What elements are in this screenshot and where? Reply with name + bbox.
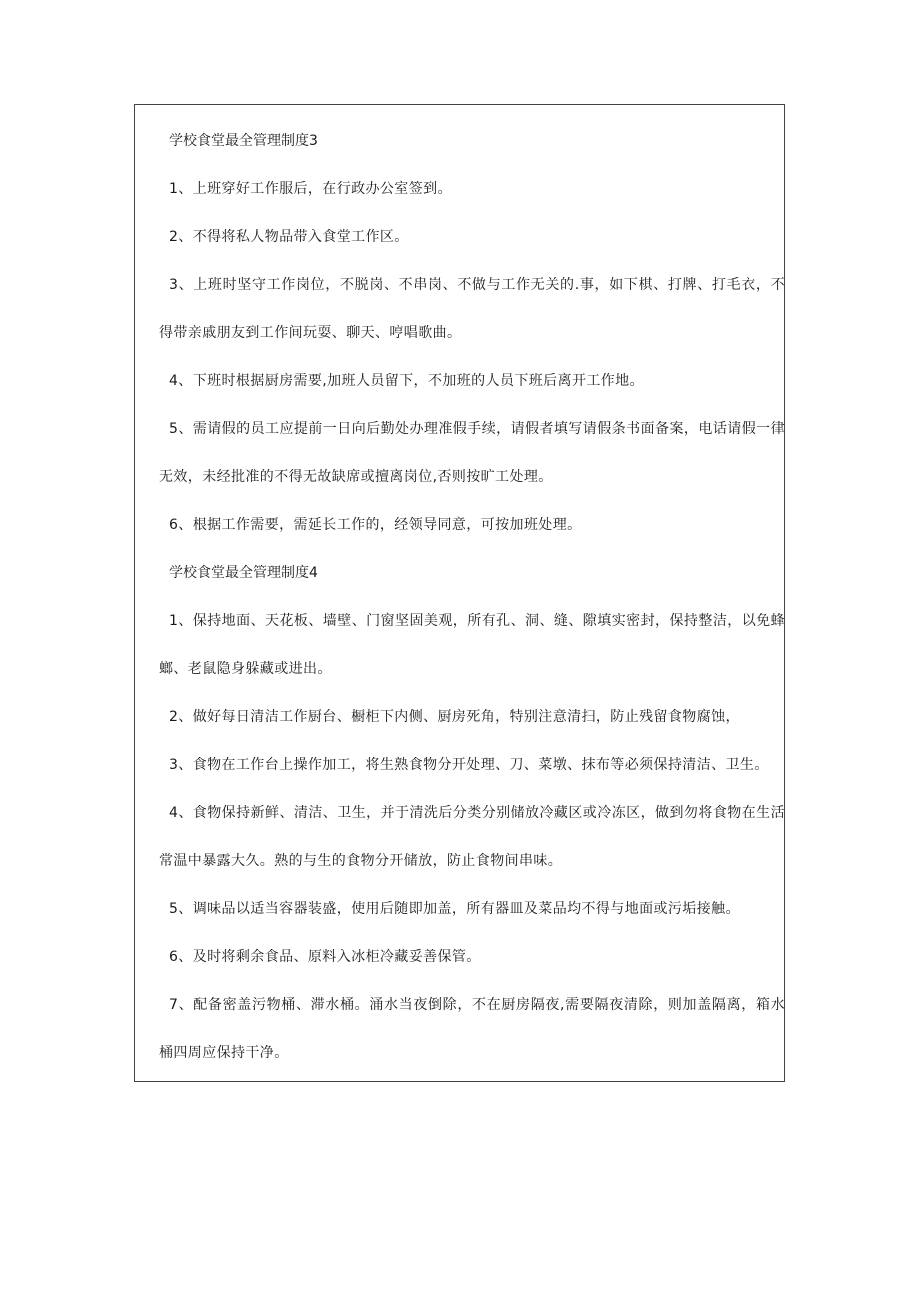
rule-3-4: 4、下班时根据厨房需要,加班人员留下，不加班的人员下班后离开工作地。 xyxy=(169,373,644,389)
rule-4-7: 7、配备密盖污物桶、滞水桶。涌水当夜倒除，不在厨房隔夜,需要隔夜清除，则加盖隔离，箱水桶四周应保持干净。 xyxy=(159,997,785,1061)
rule-3-5: 5、需请假的员工应提前一日向后勤处办理准假手续，请假者填写请假条书面备案，电话请假一律无效，未经批准的不得无故缺席或擅离岗位,否则按旷工处理。 xyxy=(159,421,785,485)
rule-3-6: 6、根据工作需要，需延长工作的，经领导同意，可按加班处理。 xyxy=(169,517,582,533)
section-title-3: 学校食堂最全管理制度3 xyxy=(169,133,318,149)
section-title-4: 学校食堂最全管理制度4 xyxy=(169,565,318,581)
rule-3-2: 2、不得将私人物品带入食堂工作区。 xyxy=(169,229,409,245)
rule-4-2: 2、做好每日清洁工作厨台、橱柜下内侧、厨房死角，特别注意清扫，防止残留食物腐蚀， xyxy=(169,709,740,725)
document-frame xyxy=(134,104,785,1082)
document-content xyxy=(159,129,785,1089)
rule-4-1: 1、保持地面、天花板、墙壁、门窗坚固美观，所有孔、洞、缝、隙填实密封，保持整洁，以免蜂螂、老鼠隐身躲藏或进出。 xyxy=(159,613,785,677)
rule-3-3: 3、上班时坚守工作岗位，不脱岗、不串岗、不做与工作无关的.事，如下棋、打牌、打毛衣，不得带亲戚朋友到工作间玩耍、聊天、哼唱歌曲。 xyxy=(159,277,785,341)
rule-4-5: 5、调味品以适当容器装盛，使用后随即加盖，所有器皿及菜品均不得与地面或污垢接触。 xyxy=(169,901,740,917)
rule-4-4: 4、食物保持新鲜、清洁、卫生，并于清洗后分类分别储放冷藏区或冷冻区，做到勿将食物在生活常温中暴露大久。熟的与生的食物分开储放，防止食物间串味。 xyxy=(159,805,785,869)
rule-4-3: 3、食物在工作台上操作加工，将生熟食物分开处理、刀、菜墩、抹布等必须保持清洁、卫生。 xyxy=(169,757,769,773)
rule-4-6: 6、及时将剩余食品、原料入冰柜冷藏妥善保管。 xyxy=(169,949,481,965)
rule-3-1: 1、上班穿好工作服后，在行政办公室签到。 xyxy=(169,181,452,197)
